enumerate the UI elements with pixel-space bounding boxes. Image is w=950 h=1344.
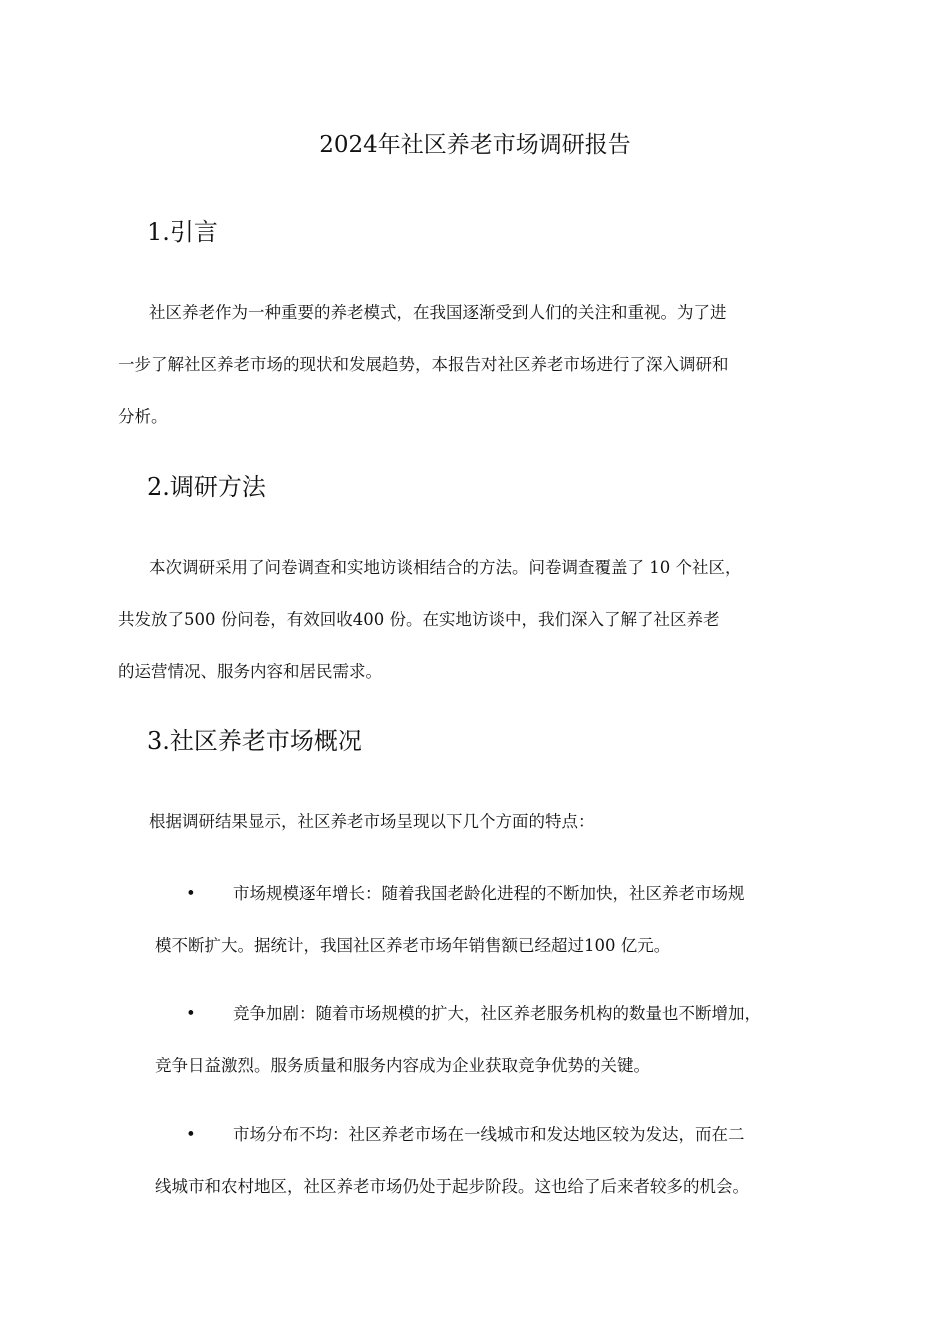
section-paragraph-methods — [118, 542, 838, 698]
bullet-line: 线城市和农村地区，社区养老市场仍处于起步阶段。这也给了后来者较多的机会。 — [155, 1177, 749, 1196]
section-heading-methods: 2.调研方法 — [147, 473, 266, 501]
bullet-item-competition — [155, 988, 855, 1092]
paragraph-line: 根据调研结果显示，社区养老市场呈现以下几个方面的特点： — [149, 812, 595, 831]
section-paragraph-introduction — [118, 287, 838, 443]
paragraph-line: 社区养老作为一种重要的养老模式，在我国逐渐受到人们的关注和重视。为了进 — [149, 303, 727, 322]
paragraph-line: 共发放了500 份问卷，有效回收400 份。在实地访谈中，我们深入了解了社区养老 — [118, 610, 720, 629]
bullet-line: 市场规模逐年增长：随着我国老龄化进程的不断加快，社区养老市场规 — [233, 884, 745, 903]
bullet-item-market-growth — [155, 868, 855, 972]
bullet-icon: • — [186, 1125, 196, 1144]
section-intro-market-overview — [118, 796, 838, 848]
paragraph-line: 的运营情况、服务内容和居民需求。 — [118, 662, 382, 681]
paragraph-line: 本次调研采用了问卷调查和实地访谈相结合的方法。问卷调查覆盖了 10 个社区， — [149, 558, 742, 577]
bullet-line: 竞争加剧：随着市场规模的扩大，社区养老服务机构的数量也不断增加， — [233, 1004, 761, 1023]
bullet-line: 竞争日益激烈。服务质量和服务内容成为企业获取竞争优势的关键。 — [155, 1056, 650, 1075]
bullet-line: 模不断扩大。据统计，我国社区养老市场年销售额已经超过100 亿元。 — [155, 936, 671, 955]
paragraph-line: 分析。 — [118, 407, 168, 426]
bullet-icon: • — [186, 1004, 196, 1023]
paragraph-line: 一步了解社区养老市场的现状和发展趋势，本报告对社区养老市场进行了深入调研和 — [118, 355, 729, 374]
document-title: 2024年社区养老市场调研报告 — [319, 132, 631, 158]
section-heading-introduction: 1.引言 — [147, 218, 218, 246]
section-heading-market-overview: 3.社区养老市场概况 — [147, 727, 362, 755]
bullet-line: 市场分布不均：社区养老市场在一线城市和发达地区较为发达，而在二 — [233, 1125, 745, 1144]
bullet-item-uneven-distribution — [155, 1109, 855, 1213]
bullet-icon: • — [186, 884, 196, 903]
